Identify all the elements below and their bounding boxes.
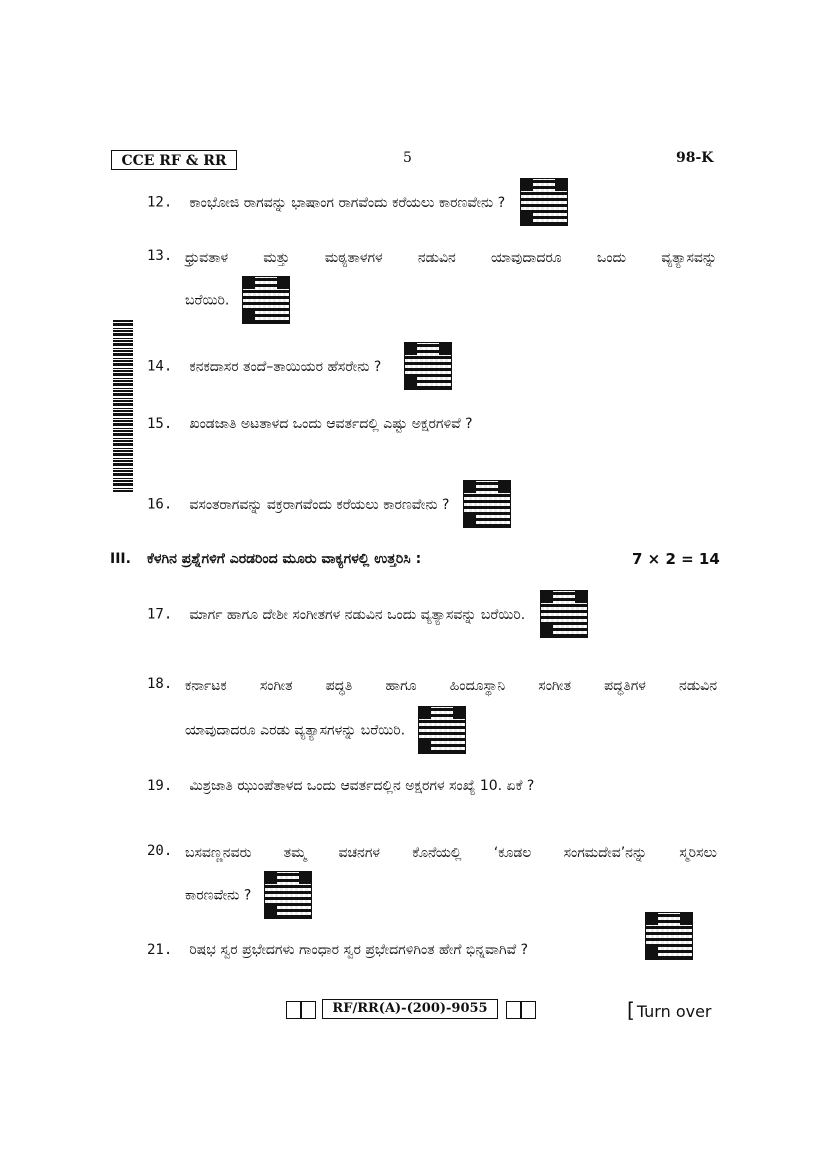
question-text-line-2: ಯಾವುದಾದರೂ ಎರಡು ವ್ಯತ್ಯಾಸಗಳನ್ನು ಬರೆಯಿರಿ. (185, 722, 406, 739)
question-text: ವಸಂತರಾಗವನ್ನು ವಕ್ರರಾಗವೆಂದು ಕರೆಯಲು ಕಾರಣವೇನು ? (189, 496, 450, 513)
question-number: 13. (147, 248, 173, 264)
question-19 (147, 772, 717, 800)
qr-code-icon (264, 871, 312, 919)
page-number: 5 (403, 150, 412, 166)
qr-code-icon (242, 276, 290, 324)
qr-code-icon (540, 590, 588, 638)
question-20-line-2 (185, 871, 312, 919)
question-number: 15. (147, 416, 173, 432)
question-number: 20. (147, 843, 173, 859)
question-text: ಕಾಂಭೋಜಿ ರಾಗವನ್ನು ಭಾಷಾಂಗ ರಾಗವೆಂದು ಕರೆಯಲು ಕಾರಣವೇನು ? (189, 194, 506, 211)
section-marks: 7 × 2 = 14 (632, 550, 720, 568)
book-icon (506, 1001, 536, 1019)
question-number: 21. (147, 942, 173, 958)
paper-code: 98-K (676, 150, 714, 166)
qr-code-icon (645, 912, 693, 960)
turn-over-label (627, 998, 712, 1022)
qr-code-icon (404, 342, 452, 390)
question-12 (147, 178, 717, 226)
qr-code-icon (520, 178, 568, 226)
qr-code-icon (463, 480, 511, 528)
book-icon (286, 1001, 316, 1019)
question-text-line-1: ಬಸವಣ್ಣನವರು ತಮ್ಮ ವಚನಗಳ ಕೊನೆಯಲ್ಲಿ ‘ಕೂಡಲ ಸಂಗಮದೇವ’ನನ್ನು ಸ್ಮರಿಸಲು (185, 845, 717, 861)
question-text: ಕನಕದಾಸರ ತಂದೆ–ತಾಯಿಯರ ಹೆಸರೇನು ? (189, 358, 382, 375)
question-15 (147, 410, 717, 438)
turn-over-text: Turn over (636, 1002, 712, 1021)
question-number: 17. (147, 606, 173, 623)
side-barcode (113, 320, 133, 492)
question-number: 16. (147, 496, 173, 513)
qr-code-icon (418, 706, 466, 754)
question-text-line-1: ಕರ್ನಾಟಕ ಸಂಗೀತ ಪದ್ಧತಿ ಹಾಗೂ ಹಿಂದೂಸ್ಥಾನಿ ಸಂಗೀತ ಪದ್ಧತಿಗಳ ನಡುವಿನ (185, 678, 717, 694)
question-13-line-2 (185, 276, 290, 324)
question-text-line-2: ಬರೆಯಿರಿ. (185, 292, 230, 309)
question-number: 14. (147, 358, 173, 375)
question-17 (147, 590, 717, 638)
section-roman: III. (110, 551, 131, 567)
question-number: 19. (147, 778, 173, 794)
question-text: ರಿಷಭ ಸ್ವರ ಪ್ರಭೇದಗಳು ಗಾಂಧಾರ ಸ್ವರ ಪ್ರಭೇದಗಳಿಗಿಂತ ಹೇಗೆ ಭಿನ್ನವಾಗಿವೆ ? (189, 942, 529, 958)
question-21 (147, 936, 647, 964)
question-text: ಖಂಡಜಾತಿ ಅಟತಾಳದ ಒಂದು ಆವರ್ತದಲ್ಲಿ ಎಷ್ಟು ಅಕ್ಷರಗಳಿವೆ ? (189, 416, 473, 432)
question-text-line-1: ಧ್ರುವತಾಳ ಮತ್ತು ಮಠ್ಯತಾಳಗಳ ನಡುವಿನ ಯಾವುದಾದರೂ ಒಂದು ವ್ಯತ್ಯಾಸವನ್ನು (185, 250, 717, 266)
footer-paper-code: RF/RR(A)-(200)-9055 (322, 999, 498, 1019)
turn-over-bracket: [ (627, 998, 635, 1022)
question-text-line-2: ಕಾರಣವೇನು ? (185, 887, 252, 904)
question-number: 12. (147, 194, 173, 211)
question-14 (147, 342, 717, 390)
question-16 (147, 480, 717, 528)
question-number: 18. (147, 676, 173, 692)
question-18-line-2 (185, 706, 466, 754)
question-text: ಮಾರ್ಗ ಹಾಗೂ ದೇಶೀ ಸಂಗೀತಗಳ ನಡುವಿನ ಒಂದು ವ್ಯತ್ಯಾಸವನ್ನು ಬರೆಯಿರಿ. (189, 606, 526, 623)
header-subject-box: CCE RF & RR (111, 150, 237, 170)
question-text: ಮಿಶ್ರಜಾತಿ ಝುಂಪೆತಾಳದ ಒಂದು ಆವರ್ತದಲ್ಲಿನ ಅಕ್ಷರಗಳ ಸಂಖ್ಯೆ 10. ಏಕೆ ? (189, 778, 535, 794)
section-instruction: ಕೆಳಗಿನ ಪ್ರಶ್ನೆಗಳಿಗೆ ಎರಡರಿಂದ ಮೂರು ವಾಕ್ಯಗಳಲ್ಲಿ ಉತ್ತರಿಸಿ : (147, 551, 422, 567)
